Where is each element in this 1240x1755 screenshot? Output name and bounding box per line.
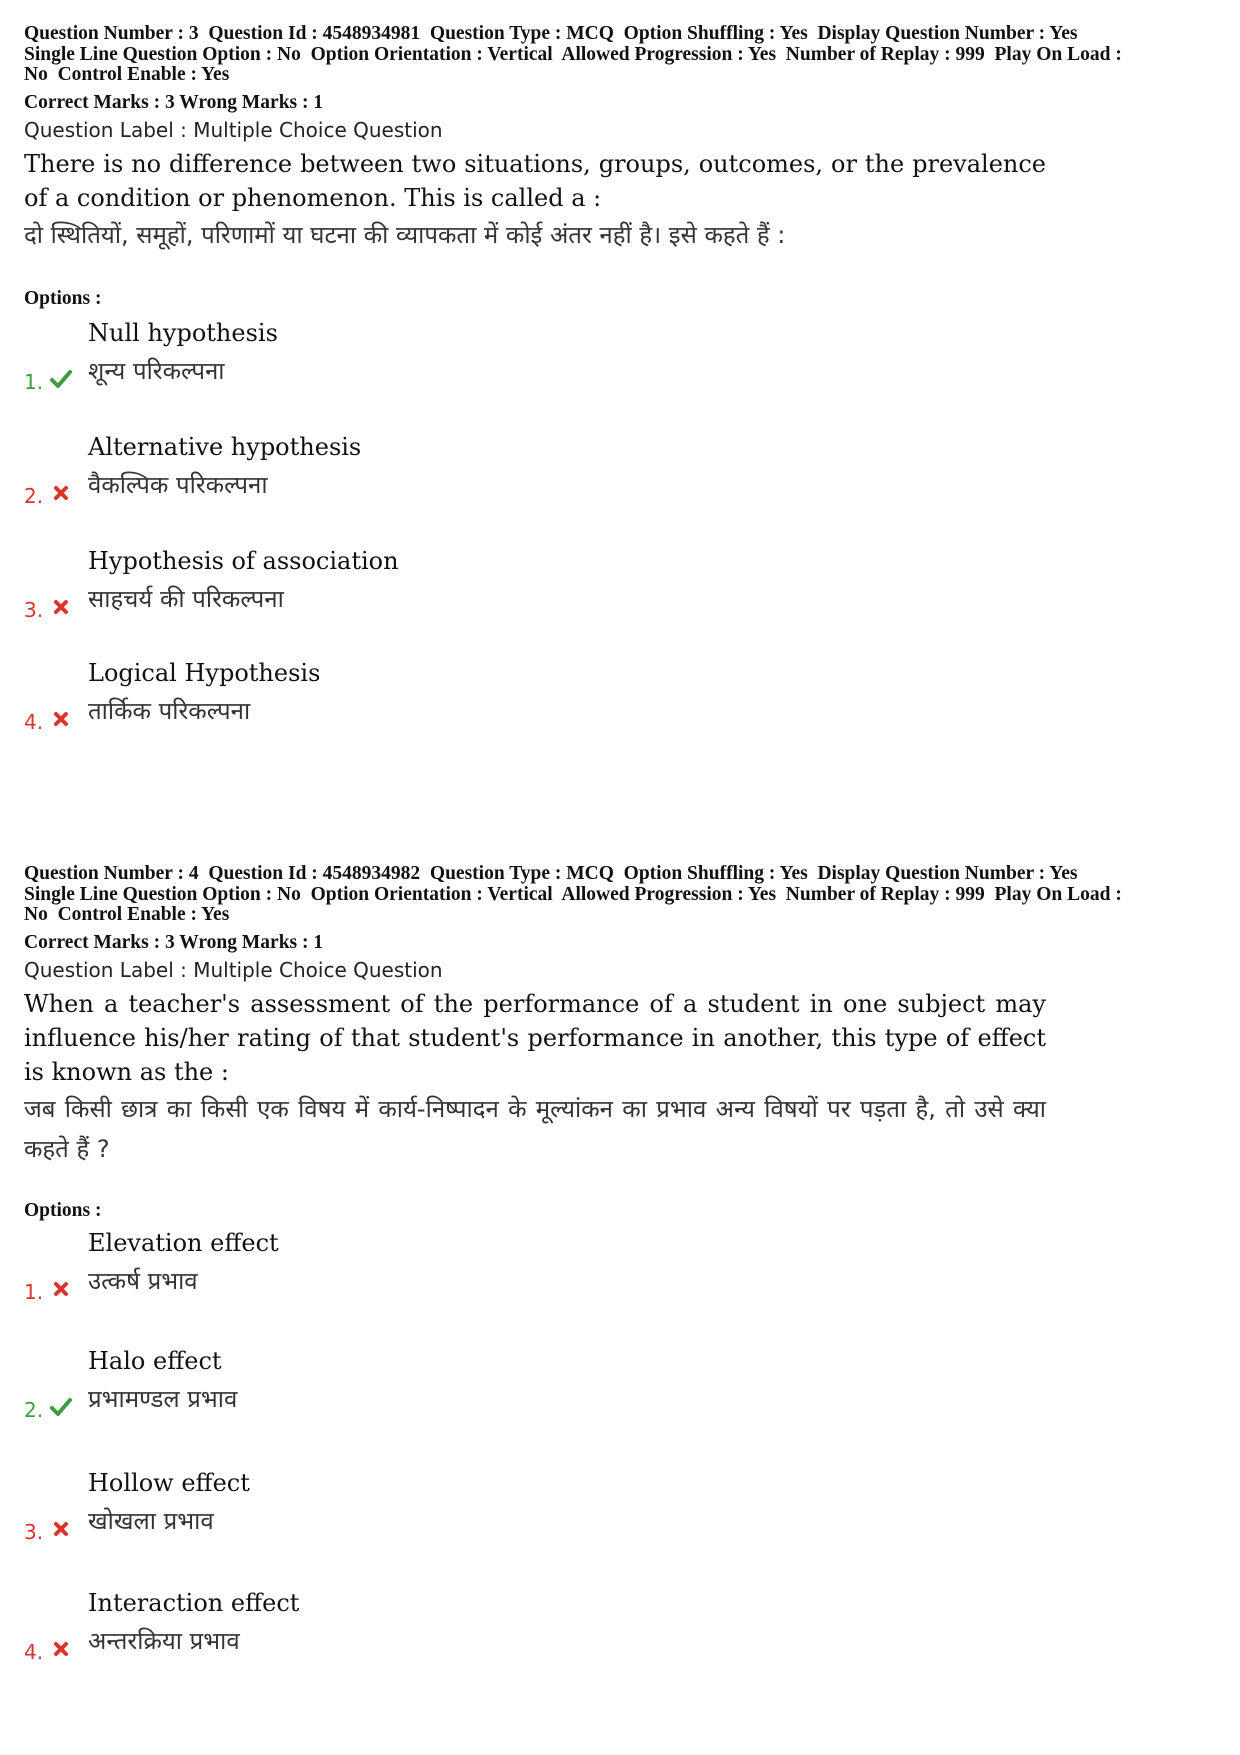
question-block [24,863,1216,1664]
option-text-hindi: तार्किक परिकल्पना [88,697,251,725]
question-marks: Correct Marks : 3 Wrong Marks : 1 [24,91,324,113]
option-number: 1. [24,370,44,394]
cross-icon [50,1278,72,1300]
cross-icon [50,1638,72,1660]
option-text-hindi: उत्कर्ष प्रभाव [88,1267,198,1295]
option-item [24,1586,624,1686]
question-block [24,23,1216,734]
question-label: Question Label : Multiple Choice Question [24,117,443,142]
option-text-english: Halo effect [88,1347,222,1375]
option-number: 2. [24,484,44,508]
options-heading: Options : [24,288,102,309]
option-item [24,544,624,644]
check-icon [50,1396,72,1418]
option-item [24,1344,624,1444]
question-meta-line: No Control Enable : Yes [24,904,230,925]
option-number: 3. [24,598,44,622]
cross-icon [50,708,72,730]
option-item [24,656,624,756]
options-heading: Options : [24,1200,102,1221]
option-text-english: Hollow effect [88,1469,250,1497]
option-text-english: Hypothesis of association [88,547,399,575]
question-text-hindi: जब किसी छात्र का किसी एक विषय में कार्य-निष्पादन के मूल्यांकन का प्रभाव अन्य विषयों पर पड़ता है, तो उसे क्या कहते हैं ? [24,1094,1046,1163]
option-number: 2. [24,1398,44,1422]
question-label: Question Label : Multiple Choice Question [24,957,443,982]
question-text-english: When a teacher's assessment of the performance of a student in one subject may influence his/her rating of that student's performance in another, this type of effect is known as the : [24,989,1046,1086]
option-text-english: Logical Hypothesis [88,659,321,687]
option-text-hindi: खोखला प्रभाव [88,1507,214,1535]
question-meta-line: Single Line Question Option : No Option Orientation : Vertical Allowed Progression : Yes Number of Replay : 999 Play On Load : [24,883,1122,905]
option-text-english: Null hypothesis [88,319,278,347]
cross-icon [50,1518,72,1540]
option-item [24,430,624,530]
option-number: 1. [24,1280,44,1304]
question-meta-line: No Control Enable : Yes [24,64,230,85]
option-item [24,1466,624,1566]
option-number: 4. [24,710,44,734]
option-text-hindi: प्रभामण्डल प्रभाव [88,1385,238,1413]
question-meta-line: Question Number : 4 Question Id : 4548934982 Question Type : MCQ Option Shuffling : Yes Display Question Number : Yes [24,863,1078,884]
option-text-hindi: अन्तरक्रिया प्रभाव [88,1627,240,1655]
option-text-hindi: साहचर्य की परिकल्पना [88,585,284,613]
option-number: 4. [24,1640,44,1664]
check-icon [50,368,72,390]
option-text-hindi: वैकल्पिक परिकल्पना [88,471,268,499]
question-marks: Correct Marks : 3 Wrong Marks : 1 [24,931,324,953]
cross-icon [50,482,72,504]
question-meta-line: Single Line Question Option : No Option Orientation : Vertical Allowed Progression : Yes Number of Replay : 999 Play On Load : [24,43,1122,65]
option-text-english: Alternative hypothesis [88,433,362,461]
option-text-english: Elevation effect [88,1229,279,1257]
option-item [24,1226,624,1326]
option-item [24,316,624,416]
question-meta-line: Question Number : 3 Question Id : 4548934981 Question Type : MCQ Option Shuffling : Yes Display Question Number : Yes [24,23,1078,44]
option-text-english: Interaction effect [88,1589,300,1617]
question-text-english: There is no difference between two situations, groups, outcomes, or the prevalence of a condition or phenomenon. This is called a : [24,149,1046,212]
option-text-hindi: शून्य परिकल्पना [88,357,225,385]
question-text-hindi: दो स्थितियों, समूहों, परिणामों या घटना की व्यापकता में कोई अंतर नहीं है। इसे कहते हैं : [24,220,786,249]
option-number: 3. [24,1520,44,1544]
cross-icon [50,596,72,618]
